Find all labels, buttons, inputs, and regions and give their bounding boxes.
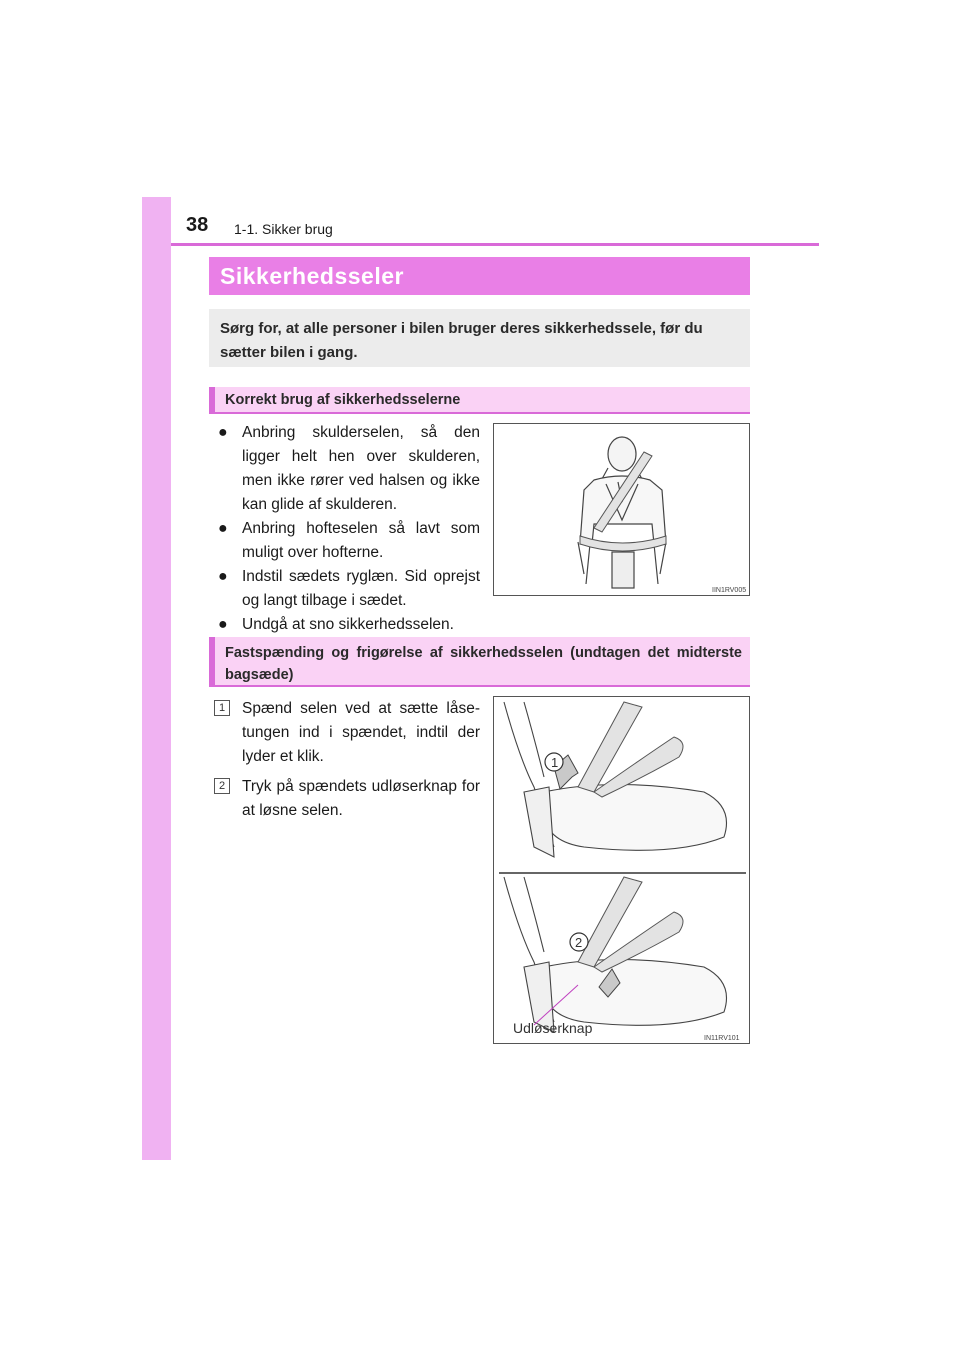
figure-code: IN11RV101 bbox=[704, 1035, 740, 1042]
list-item: ● Anbring skulderselen, så den ligger helt hen over skulderen, men ikke rører ved halsen og ikke kan glide af skulderen. bbox=[218, 421, 480, 517]
subheading-correct-use: Korrekt brug af sikkerhedsselerne bbox=[209, 387, 750, 414]
section-title: Sikkerhedsseler bbox=[209, 257, 750, 295]
step-list bbox=[212, 697, 480, 829]
bullet-icon: ● bbox=[218, 616, 228, 633]
bullet-icon: ● bbox=[218, 520, 228, 537]
buckle-illustration bbox=[494, 697, 750, 1044]
figure-label-2: 2 bbox=[575, 935, 583, 950]
step-number-badge: 1 bbox=[214, 700, 230, 716]
bullet-icon: ● bbox=[218, 568, 228, 585]
list-item: ● Anbring hofteselen så lavt som muligt over hofterne. bbox=[218, 517, 480, 565]
chapter-title: 1-1. Sikker brug bbox=[234, 221, 333, 237]
list-item: ● Undgå at sno sikkerhedsselen. bbox=[218, 613, 480, 637]
person-belt-illustration bbox=[494, 424, 750, 596]
step-number-badge: 2 bbox=[214, 778, 230, 794]
step-item: 2 Tryk på spændets udløserknap for at løsne selen. bbox=[212, 775, 480, 823]
list-item: ● Indstil sædets ryglæn. Sid oprejst og langt tilbage i sædet. bbox=[218, 565, 480, 613]
figure-buckle bbox=[493, 696, 750, 1044]
figure-label-1: 1 bbox=[551, 755, 559, 770]
step-item: 1 Spænd selen ved at sætte låse-tungen ind i spændet, indtil der lyder et klik. bbox=[212, 697, 480, 769]
page-number: 38 bbox=[186, 214, 209, 236]
figure-seated-person bbox=[493, 423, 750, 596]
header-divider bbox=[171, 243, 819, 246]
bullet-icon: ● bbox=[218, 424, 228, 441]
intro-box: Sørg for, at alle personer i bilen bruger deres sikkerhedssele, før du sætter bilen i gang. bbox=[209, 309, 750, 367]
release-button-callout: Udløserknap bbox=[513, 1020, 593, 1036]
figure-code: IIN1RV005 bbox=[712, 587, 747, 594]
bullet-list bbox=[218, 421, 480, 637]
subheading-fastening: Fastspænding og frigørelse af sikkerhedsselen (undtagen det midterste bagsæde) bbox=[209, 637, 750, 687]
side-tab bbox=[142, 197, 171, 1160]
